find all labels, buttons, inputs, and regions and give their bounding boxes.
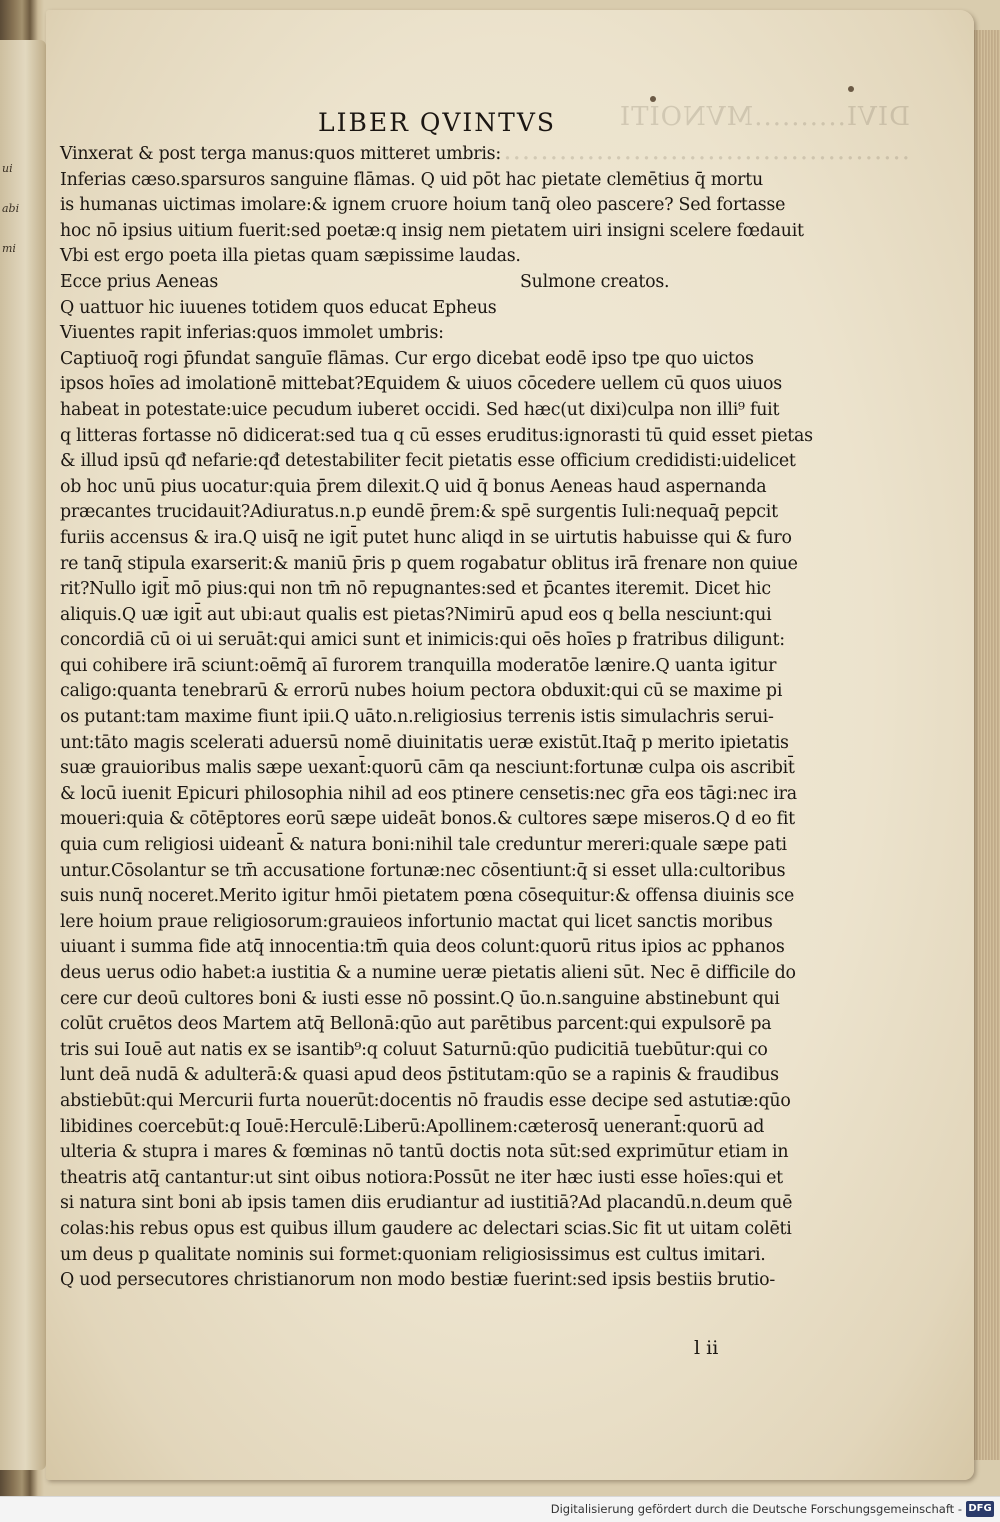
text-line-main: theatris atq̄ cantantur:ut sint oibus notiora:Possūt ne iter hæc iusti esse hoīes:qui et [60, 1167, 783, 1188]
text-line-main: & illud ipsū qđ nefarie:qđ detestabiliter fecit pietatis esse officium credidisti:uidelicet [60, 451, 796, 472]
signature-mark: l ii [694, 1337, 719, 1359]
text-line [60, 142, 800, 168]
show-through-text: DIVI..........MVNOITI ................................................. [456, 102, 910, 166]
text-line [60, 628, 800, 654]
text-line-main: hoc nō ipsius uitium fuerit:sed poetæ:q insig nem pietatem uiri insigni scelere fœdauit [60, 220, 804, 241]
text-line [60, 1268, 800, 1294]
text-line [60, 1115, 800, 1141]
text-line-main: Ecce prius Aeneas [60, 271, 219, 292]
text-line-main: uiuant i summa fide atq̄ innocentia:tm̄ quia deos colunt:quorū ritus ipios ac pphanos [60, 937, 785, 958]
text-line [60, 449, 800, 475]
text-line [60, 168, 800, 194]
text-line-main: præcantes trucidauit?Adiuratus.n.p eundē p̄rem:& spē surgentis Iuli:nequaq̄ pepcit [60, 502, 778, 523]
text-line [60, 782, 800, 808]
text-line-main: Q uod persecutores christianorum non modo bestiæ fuerint:sed ipsis bestiis brutio- [60, 1270, 775, 1291]
text-line-main: Inferias cæso.sparsuros sanguine flāmas. Q uid pōt hac pietate clemētius q̄ mortu [60, 169, 763, 190]
text-line [60, 398, 800, 424]
text-line-main: untur.Cōsolantur se tm̄ accusatione fortunæ:nec cōsentiunt:q̄ si esset ulla:cultoribus [60, 860, 786, 881]
text-line-main: Viuentes rapit inferias:quos immolet umbris: [60, 323, 444, 344]
text-line [60, 193, 800, 219]
text-line [60, 807, 800, 833]
text-line-main: re tanq̄ stipula exarserit:& maniū p̄ris p quem rogabatur oblitus irā frenare non quiue [60, 553, 798, 574]
text-line [60, 347, 800, 373]
text-line [60, 884, 800, 910]
text-line [60, 987, 800, 1013]
text-line-main: caligo:quanta tenebrarū & errorū nubes hoium pectora obduxit:qui cū se maxime pi [60, 681, 783, 702]
text-line-main: deus uerus odio habet:a iustitia & a numine ueræ pietatis alieni sūt. Nec ē difficile do [60, 963, 796, 983]
text-line [60, 1140, 800, 1166]
text-line-main: & locū iuenit Epicuri philosophia nihil ad eos ptinere censetis:nec gr̄a eos tāgi:nec ira [60, 783, 797, 804]
text-line-main: Captiuoq̄ rogi p̄fundat sanguīe flāmas. Cur ergo dicebat eodē ipso tpe quo uictos [60, 348, 754, 369]
text-line [60, 372, 800, 398]
text-line-main: libidines coercebūt:q Iouē:Herculē:Liberū:Apollinem:cæterosq̄ uenerant̄:quorū ad [60, 1116, 765, 1137]
text-line [60, 577, 800, 603]
text-line-main: um deus p qualitate nominis sui formet:quoniam religiosissimus est cultus imitari. [60, 1244, 766, 1265]
text-line-main: Q uattuor hic iuuenes totidem quos educat Epheus [60, 297, 497, 318]
text-line-main: ulteria & stupra i mares & fœminas nō tantū doctis nota sūt:sed exprimūtur etiam in [60, 1142, 789, 1163]
text-line-main: suæ grauioribus malis sæpe uexant̄:quorū cām qa nesciunt:fortunæ culpa ois ascribit̄ [60, 758, 795, 779]
dfg-logo: DFG [966, 1501, 994, 1517]
text-line [60, 961, 800, 987]
text-line-main: quia cum religiosi uideant̄ & natura boni:nihil tale creduntur mereri:quale sæpe pati [60, 835, 787, 856]
text-line-right: Sulmone creatos. [520, 271, 670, 292]
text-line-main: cere cur deoū cultores boni & iusti esse nō possint.Q ūo.n.sanguine abstinebunt qui [60, 988, 780, 1009]
text-line [60, 1191, 800, 1217]
text-line [60, 1217, 800, 1243]
text-line-main: si natura sint boni ab ipsis tamen diis erudiantur ad iustitiā?Ad placandū.n.deum quē [60, 1193, 793, 1214]
text-line-main: tris sui Iouē aut natis ex se isantib⁹:q coluut Saturnū:qūo pudicitiā tuebūtur:qui co [60, 1039, 768, 1060]
text-line [60, 1243, 800, 1269]
text-line [60, 526, 800, 552]
page-stack-edge [974, 30, 1000, 1460]
text-line [60, 654, 800, 680]
text-line [60, 1063, 800, 1089]
text-line [60, 859, 800, 885]
text-line [60, 296, 800, 322]
text-line [60, 679, 800, 705]
text-line-main: ipsos hoīes ad imolationē mittebat?Equidem & uiuos cōcedere uellem cū quos uiuos [60, 374, 782, 395]
text-line [60, 424, 813, 450]
body-text [60, 142, 813, 1294]
text-line-main: habeat in potestate:uice pecudum iuberet occidi. Sed hæc(ut dixi)culpa non illi⁹ fuit [60, 399, 780, 420]
text-line [60, 756, 800, 782]
text-line [60, 731, 800, 757]
text-line-main: Vbi est ergo poeta illa pietas quam sæpissime laudas. [60, 246, 521, 267]
text-line-main: ob hoc unū pius uocatur:quia p̄rem dilexit.Q uid q̄ bonus Aeneas haud aspernanda [60, 476, 767, 497]
credit-bar [0, 1496, 1000, 1522]
text-line-main: aliquis.Q uæ igit̄ aut ubi:aut qualis est pietas?Nimirū apud eos q bella nesciunt:qui [60, 604, 772, 625]
text-line [60, 603, 800, 629]
text-line-main: concordiā cū oi ui seruāt:qui amici sunt et inimicis:qui oēs hoīes p fratribus diligunt: [60, 630, 785, 651]
text-line-main: Vinxerat & post terga manus:quos mitteret umbris: [60, 144, 501, 164]
text-line [60, 552, 800, 578]
funding-credit: Digitalisierung gefördert durch die Deutsche Forschungsgemeinschaft - [550, 1502, 962, 1516]
page-heading: LIBER QVINTVS [318, 108, 557, 137]
ink-spot [848, 86, 854, 92]
text-line-main: suis nunq̄ noceret.Merito igitur hmōi pietatem pœna cōsequitur:& offensa diuinis sce [60, 886, 795, 907]
text-line [60, 270, 800, 296]
text-line [60, 910, 800, 936]
text-line [60, 500, 800, 526]
text-line-main: abstiebūt:qui Mercurii furta nouerūt:docentis nō fraudis esse decipe sed astutiæ:qūo [60, 1090, 791, 1111]
text-line-main: colas:his rebus opus est quibus illum gaudere ac delectari scias.Sic fit ut uitam colēti [60, 1218, 792, 1239]
text-line-main: moueri:quia & cōtēptores eorū sæpe uideāt bonos.& cultores sæpe miseros.Q d eo fit [60, 809, 795, 830]
ink-spot [650, 96, 656, 102]
text-line-main: qui cohibere irā sciunt:oēmq̄ aī furorem tranquilla moderatōe lænire.Q uanta igitur [60, 655, 777, 676]
text-line [60, 219, 804, 245]
text-line-main: unt:tāto magis scelerati aduersū nomē diuinitatis ueræ existūt.Itaq̄ p merito ipietatis [60, 732, 789, 753]
text-line [60, 1166, 800, 1192]
text-line [60, 321, 800, 347]
text-line-main: q litteras fortasse nō didicerat:sed tua q cū esses eruditus:ignorasti tū quid esset pietas [60, 425, 813, 446]
text-line [60, 705, 800, 731]
text-line-main: os putant:tam maxime fiunt ipii.Q uāto.n.religiosius terrenis istis simulachris serui- [60, 707, 774, 728]
text-line [60, 475, 800, 501]
text-line [60, 935, 800, 961]
text-line [60, 833, 800, 859]
text-line-main: furiis accensus & ira.Q uisq̄ ne igit̄ putet hunc aliqd in se uirtutis habuisse qui & furo [60, 527, 792, 548]
text-line-main: lere hoium praue religiosorum:grauieos infortunio mactat qui licet sanctis moribus [60, 911, 773, 932]
text-line [60, 1012, 800, 1038]
text-line [60, 1038, 800, 1064]
text-line-main: lunt deā nudā & adulterā:& quasi apud deos p̄stitutam:qūo se a rapinis & fraudibus [60, 1065, 779, 1086]
text-line-main: colūt cruētos deos Martem atq̄ Bellonā:qūo aut parētibus parcent:qui expulsorē pa [60, 1014, 772, 1035]
text-line-main: is humanas uictimas imolare:& ignem cruore hoium tanq̄ oleo pascere? Sed fortasse [60, 195, 786, 216]
text-line-main: rit?Nullo igit̄ mō pius:qui non tm̄ nō repugnantes:sed et p̄cantes iteremit. Dicet hic [60, 579, 771, 600]
facing-page-edge: ui abi mi [0, 40, 46, 1470]
text-line [60, 244, 800, 270]
text-line [60, 1089, 800, 1115]
